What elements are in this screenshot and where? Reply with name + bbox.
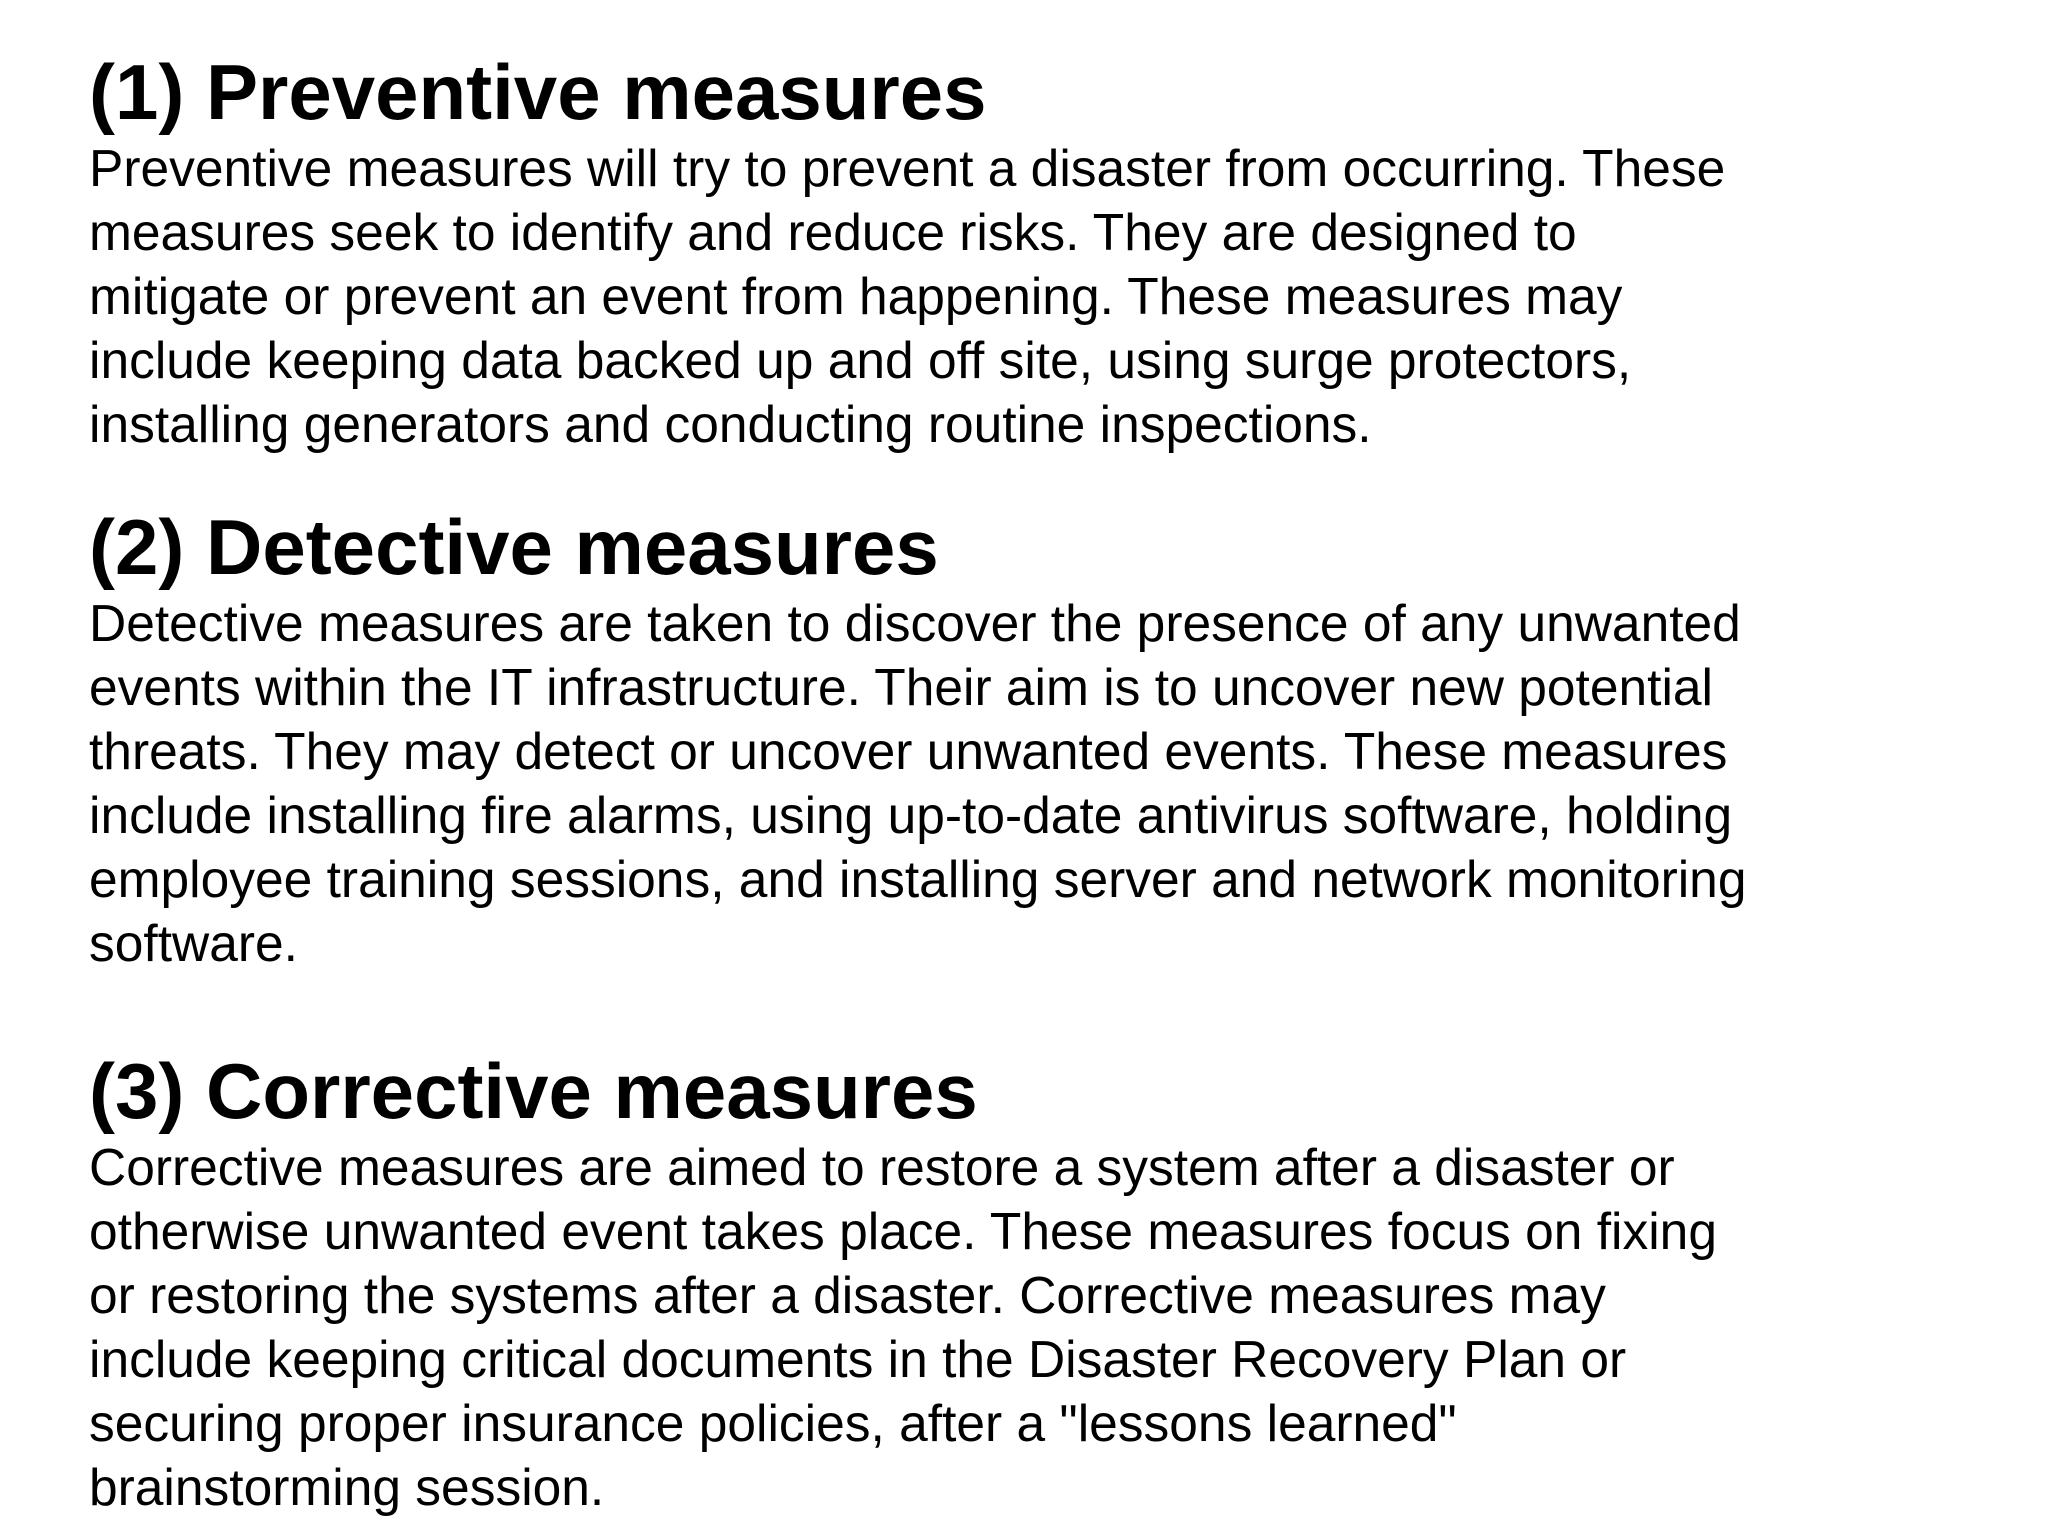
paragraph-line: include keeping data backed up and off site, using surge protectors,: [89, 331, 1632, 389]
section-paragraph: [89, 591, 1989, 975]
paragraph-line: otherwise unwanted event takes place. These measures focus on fixing: [89, 1202, 1717, 1260]
paragraph-line: employee training sessions, and installing server and network monitoring: [89, 850, 1747, 908]
section-heading: (2) Detective measures: [89, 503, 939, 591]
section-detective-measures: [89, 503, 1989, 975]
paragraph-line: installing generators and conducting routine inspections.: [89, 395, 1372, 453]
paragraph-line: or restoring the systems after a disaster. Corrective measures may: [89, 1266, 1606, 1324]
paragraph-line: software.: [89, 914, 298, 972]
paragraph-line: Detective measures are taken to discover the presence of any unwanted: [89, 594, 1741, 652]
paragraph-line: securing proper insurance policies, after a "lessons learned": [89, 1394, 1457, 1452]
paragraph-line: Corrective measures are aimed to restore a system after a disaster or: [89, 1138, 1675, 1196]
section-heading: (1) Preventive measures: [89, 48, 987, 136]
paragraph-line: threats. They may detect or uncover unwanted events. These measures: [89, 722, 1728, 780]
section-paragraph: [89, 136, 1989, 456]
section-preventive-measures: [89, 48, 1989, 456]
section-paragraph: [89, 1135, 1989, 1519]
paragraph-line: measures seek to identify and reduce risks. They are designed to: [89, 203, 1577, 261]
section-corrective-measures: [89, 1047, 1989, 1519]
paragraph-line: events within the IT infrastructure. Their aim is to uncover new potential: [89, 658, 1713, 716]
paragraph-line: mitigate or prevent an event from happening. These measures may: [89, 267, 1623, 325]
paragraph-line: Preventive measures will try to prevent a disaster from occurring. These: [89, 139, 1726, 197]
paragraph-line: include installing fire alarms, using up-to-date antivirus software, holding: [89, 786, 1733, 844]
paragraph-line: include keeping critical documents in the Disaster Recovery Plan or: [89, 1330, 1627, 1388]
paragraph-line: brainstorming session.: [89, 1458, 605, 1516]
section-heading: (3) Corrective measures: [89, 1047, 978, 1135]
